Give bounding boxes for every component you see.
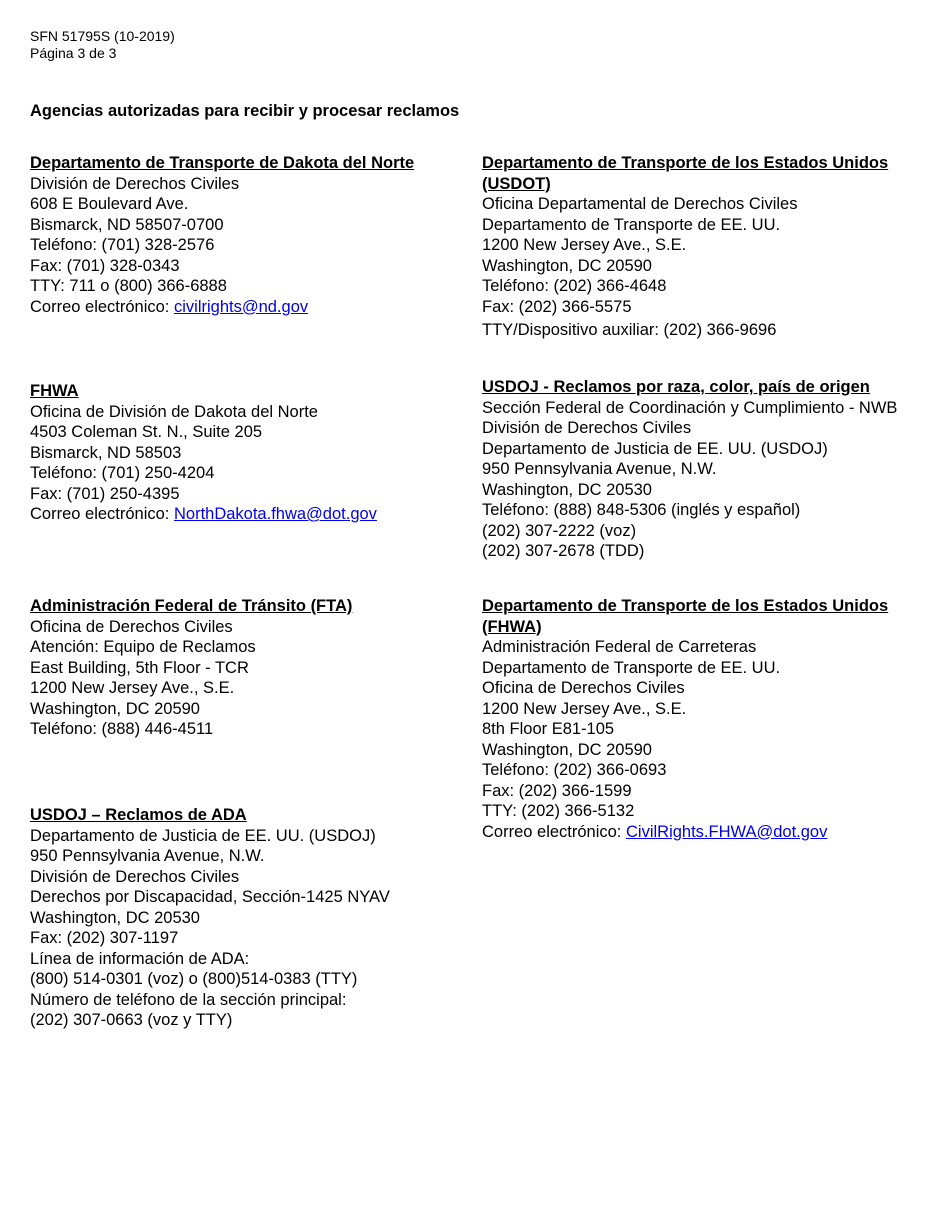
email-label: Correo electrónico: bbox=[30, 505, 174, 523]
phone-line: Teléfono: (701) 328-2576 bbox=[30, 236, 215, 254]
address-line: Oficina de Derechos Civiles bbox=[30, 617, 233, 636]
address-line: Departamento de Transporte de EE. UU. bbox=[482, 215, 781, 234]
phone-line: Teléfono: (701) 250-4204 bbox=[30, 464, 215, 482]
address-line: Sección Federal de Coordinación y Cumplimiento - NWB bbox=[482, 398, 898, 417]
address-line: Washington, DC 20590 bbox=[30, 699, 200, 718]
agency-heading: USDOJ – Reclamos de ADA bbox=[30, 806, 247, 824]
email-link[interactable]: NorthDakota.fhwa@dot.gov bbox=[173, 505, 377, 523]
address-line: Derechos por Discapacidad, Sección-1425 NYAV bbox=[30, 888, 390, 906]
fax-line: Fax: (701) 250-4395 bbox=[30, 484, 180, 503]
fax-line: Fax: (202) 366-5575 bbox=[482, 297, 632, 316]
agency-fta bbox=[30, 596, 352, 740]
address-line: Oficina de Derechos Civiles bbox=[482, 679, 685, 697]
email-line bbox=[482, 822, 888, 843]
address-line: 950 Pennsylvania Avenue, N.W. bbox=[482, 460, 717, 478]
address-line: Departamento de Transporte de EE. UU. bbox=[482, 658, 781, 677]
phone-line: (202) 307-2222 (voz) bbox=[482, 521, 637, 540]
tty-line: TTY/Dispositivo auxiliar: (202) 366-9696 bbox=[482, 321, 777, 339]
agency-nddot bbox=[30, 153, 414, 317]
phone-line: (800) 514-0301 (voz) o (800)514-0383 (TTY) bbox=[30, 970, 358, 988]
address-line: Administración Federal de Carreteras bbox=[482, 638, 757, 656]
main-phone-label: Número de teléfono de la sección principal: bbox=[30, 990, 347, 1009]
info-line-label: Línea de información de ADA: bbox=[30, 949, 250, 968]
phone-line: Teléfono: (202) 366-0693 bbox=[482, 761, 667, 779]
form-header bbox=[30, 28, 175, 62]
page-number: Página 3 de 3 bbox=[30, 45, 117, 61]
email-link[interactable]: civilrights@nd.gov bbox=[173, 297, 309, 316]
address-line: Washington, DC 20590 bbox=[482, 740, 652, 759]
address-line: Departamento de Justicia de EE. UU. (USDOJ) bbox=[30, 826, 376, 845]
phone-line: Teléfono: (888) 446-4511 bbox=[30, 720, 214, 738]
agency-heading-cont: (USDOT) bbox=[482, 174, 551, 193]
agency-usdoj-race bbox=[482, 377, 897, 562]
address-line: División de Derechos Civiles bbox=[30, 867, 240, 886]
email-line bbox=[30, 297, 414, 318]
page-title: Agencias autorizadas para recibir y procesar reclamos bbox=[30, 102, 460, 120]
address-line: 1200 New Jersey Ave., S.E. bbox=[482, 236, 687, 254]
address-line: 608 E Boulevard Ave. bbox=[30, 195, 189, 213]
agency-usdot bbox=[482, 153, 888, 341]
agency-usdot-fhwa bbox=[482, 596, 888, 842]
phone-line: (202) 307-2678 (TDD) bbox=[482, 542, 645, 560]
email-label: Correo electrónico: bbox=[482, 822, 626, 841]
address-line: División de Derechos Civiles bbox=[482, 419, 692, 437]
address-line: Departamento de Justicia de EE. UU. (USDOJ) bbox=[482, 439, 828, 458]
agency-heading-cont: (FHWA) bbox=[482, 617, 542, 636]
address-line: Oficina de División de Dakota del Norte bbox=[30, 402, 318, 421]
address-line: Washington, DC 20530 bbox=[30, 908, 200, 927]
email-link[interactable]: CivilRights.FHWA@dot.gov bbox=[625, 822, 828, 841]
email-label: Correo electrónico: bbox=[30, 297, 174, 316]
agency-usdoj-ada bbox=[30, 805, 390, 1031]
agency-heading: FHWA bbox=[30, 382, 79, 400]
phone-line: (202) 307-0663 (voz y TTY) bbox=[30, 1011, 233, 1029]
fax-line: Fax: (202) 366-1599 bbox=[482, 781, 632, 800]
fax-line: Fax: (701) 328-0343 bbox=[30, 256, 180, 275]
agency-heading: Departamento de Transporte de los Estados Unidos bbox=[482, 597, 889, 615]
address-line: East Building, 5th Floor - TCR bbox=[30, 658, 249, 677]
address-line: Oficina Departamental de Derechos Civiles bbox=[482, 195, 798, 213]
agency-heading: Departamento de Transporte de los Estados Unidos bbox=[482, 154, 889, 172]
phone-line: Teléfono: (888) 848-5306 (inglés y español) bbox=[482, 501, 801, 519]
phone-line: Teléfono: (202) 366-4648 bbox=[482, 277, 667, 295]
tty-line: TTY: (202) 366-5132 bbox=[482, 802, 635, 820]
fax-line: Fax: (202) 307-1197 bbox=[30, 929, 179, 947]
agency-heading: Administración Federal de Tránsito (FTA) bbox=[30, 597, 353, 615]
agency-fhwa bbox=[30, 381, 377, 525]
address-line: 1200 New Jersey Ave., S.E. bbox=[30, 679, 235, 697]
address-line: Bismarck, ND 58507-0700 bbox=[30, 215, 224, 234]
agency-heading: Departamento de Transporte de Dakota del Norte bbox=[30, 154, 415, 172]
address-line: 8th Floor E81-105 bbox=[482, 720, 615, 738]
address-line: Washington, DC 20590 bbox=[482, 256, 652, 275]
agency-heading: USDOJ - Reclamos por raza, color, país de origen bbox=[482, 378, 870, 396]
address-line: Bismarck, ND 58503 bbox=[30, 443, 182, 462]
email-line bbox=[30, 504, 377, 525]
address-line: 4503 Coleman St. N., Suite 205 bbox=[30, 423, 263, 441]
address-line: 1200 New Jersey Ave., S.E. bbox=[482, 699, 687, 718]
address-line: Washington, DC 20530 bbox=[482, 480, 652, 499]
tty-line: TTY: 711 o (800) 366-6888 bbox=[30, 277, 227, 295]
address-line: División de Derechos Civiles bbox=[30, 174, 240, 193]
form-id: SFN 51795S (10-2019) bbox=[30, 28, 175, 44]
address-line: Atención: Equipo de Reclamos bbox=[30, 638, 256, 656]
address-line: 950 Pennsylvania Avenue, N.W. bbox=[30, 847, 265, 865]
